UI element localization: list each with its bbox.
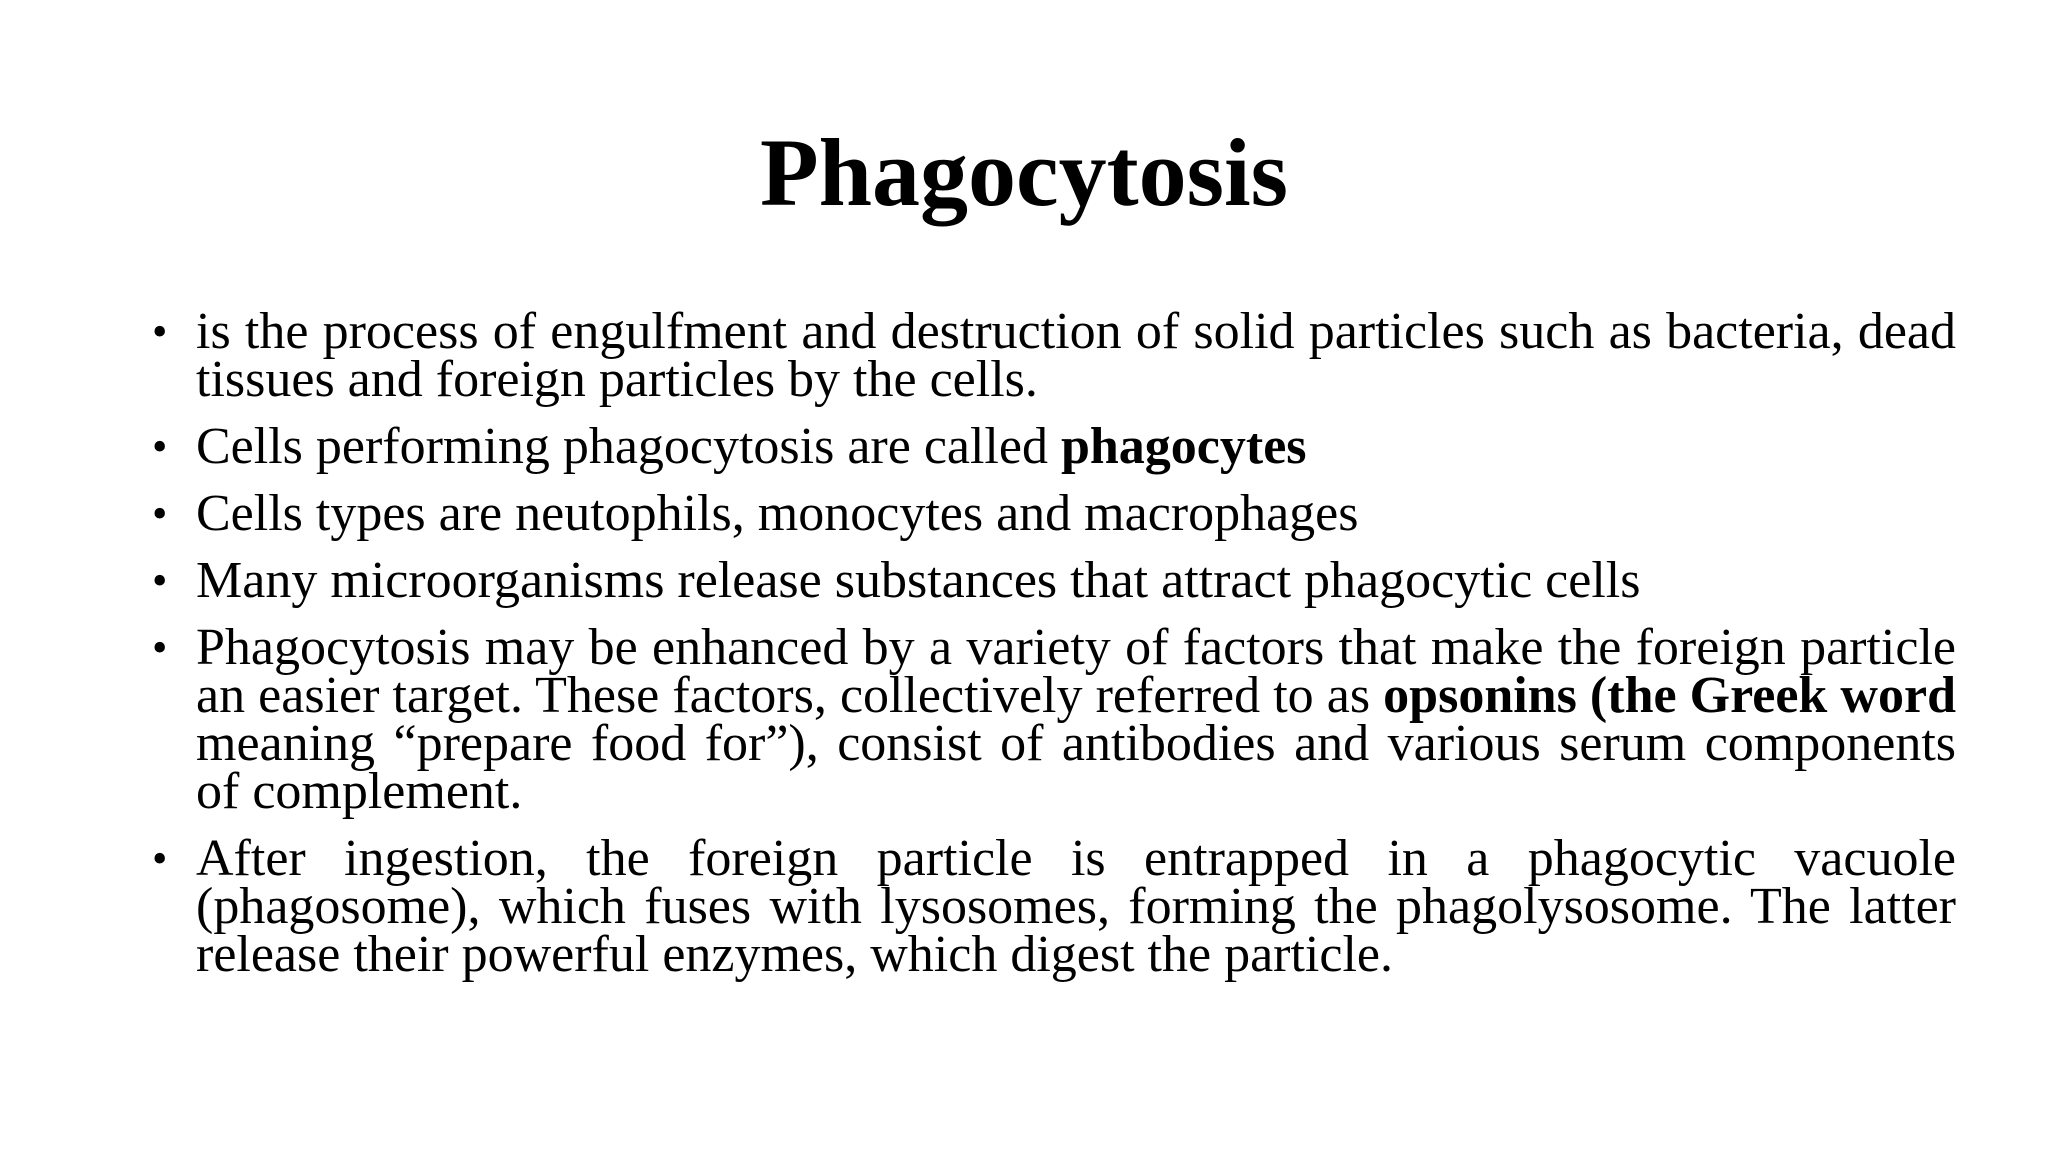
bullet-icon: • — [152, 623, 168, 672]
bullet-icon: • — [152, 307, 168, 356]
bullet-text: Many microorganisms release substances that attract phagocytic cells — [196, 552, 1641, 609]
bullet-icon: • — [152, 489, 168, 538]
bullet-text: Cells types are neutophils, monocytes and macrophages — [196, 485, 1359, 542]
bullet-definition — [152, 303, 1956, 408]
bullet-text: After ingestion, the foreign particle is entrapped in a phagocytic vacuole (phagosome), which fuses with lysosomes, forming the phagolysosome. The latter release their powerful enzymes, which digest the particle. — [196, 830, 1956, 983]
slide-title: Phagocytosis — [760, 119, 1288, 226]
bullet-icon: • — [152, 834, 168, 883]
bullet-text-continued: meaning “prepare food for”), consist of antibodies and various serum components of complement. — [196, 715, 1956, 820]
bullet-bold-term: opsonins (the Greek word — [1383, 667, 1956, 724]
bullet-phagocytes — [152, 418, 1956, 475]
bullet-icon: • — [152, 556, 168, 605]
bullet-text: Phagocytosis may be enhanced by a variety of factors that make the foreign particle an easier target. These factors, collectively referred to as — [196, 619, 1956, 724]
bullet-microorganisms — [152, 552, 1956, 609]
bullet-icon: • — [152, 422, 168, 471]
bullet-text: Cells performing phagocytosis are called — [196, 418, 1061, 475]
bullet-text: is the process of engulfment and destruction of solid particles such as bacteria, dead tissues and foreign particles by the cells. — [196, 303, 1956, 408]
bullet-opsonins — [152, 619, 1956, 820]
bullet-cell-types — [152, 485, 1956, 542]
bullet-ingestion — [152, 830, 1956, 983]
bullet-list — [152, 303, 1956, 998]
bullet-bold-term: phagocytes — [1060, 418, 1307, 475]
